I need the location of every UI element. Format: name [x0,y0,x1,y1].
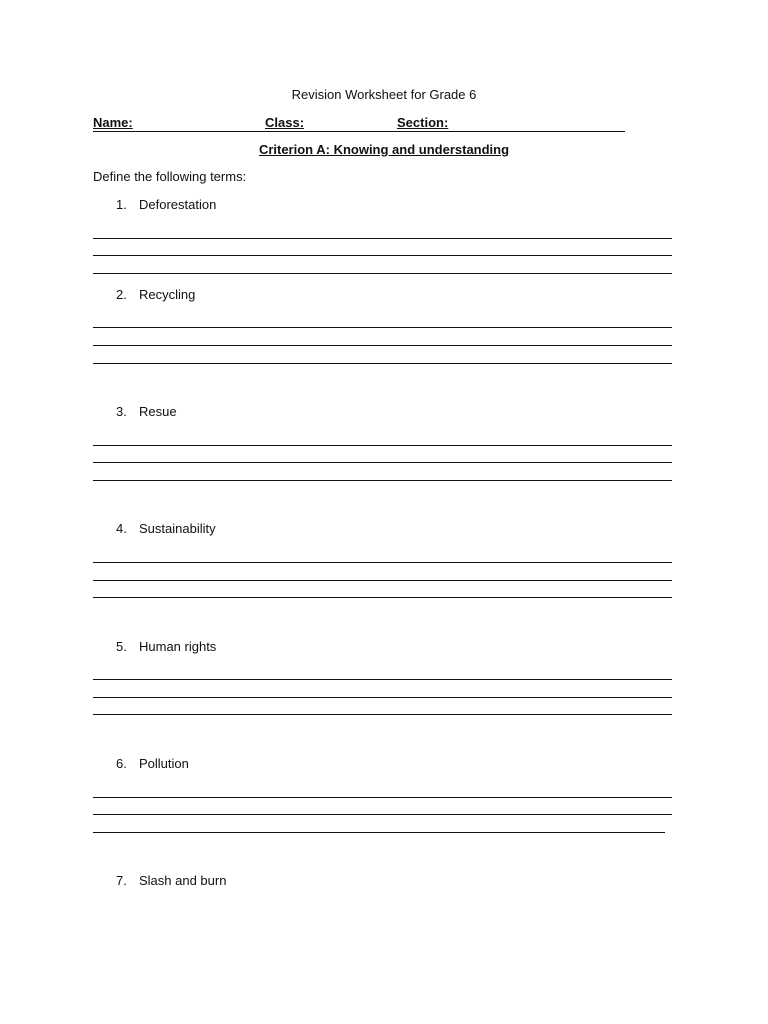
term-number: 4. [116,521,127,536]
answer-line[interactable] [93,562,672,563]
answer-line[interactable] [93,797,672,798]
term-number: 1. [116,197,127,212]
answer-line[interactable] [93,832,665,833]
term-label: Sustainability [139,521,216,536]
answer-line[interactable] [93,345,672,346]
answer-line[interactable] [93,697,672,698]
term-number: 7. [116,873,127,888]
term-item-1 [116,197,216,212]
term-label: Resue [139,404,177,419]
instruction-text: Define the following terms: [93,169,247,184]
term-label: Recycling [139,287,196,302]
answer-line[interactable] [93,445,672,446]
class-label: Class: [265,115,305,130]
term-item-5 [116,639,216,654]
answer-line[interactable] [93,814,672,815]
section-label: Section: [397,115,449,130]
answer-line[interactable] [93,679,672,680]
answer-line[interactable] [93,238,672,239]
term-item-6 [116,756,189,771]
student-info-row [93,115,625,132]
answer-line[interactable] [93,255,672,256]
term-label: Human rights [139,639,217,654]
term-label: Deforestation [139,197,217,212]
criterion-text: Criterion A: Knowing and understanding [258,142,510,157]
term-item-3 [116,404,177,419]
answer-line[interactable] [93,580,672,581]
term-label: Slash and burn [139,873,227,888]
name-label: Name: [93,115,133,130]
criterion-heading [0,142,768,157]
answer-line[interactable] [93,597,672,598]
answer-line[interactable] [93,480,672,481]
answer-line[interactable] [93,714,672,715]
term-item-7 [116,873,226,888]
term-label: Pollution [139,756,189,771]
term-number: 2. [116,287,127,302]
worksheet-title: Revision Worksheet for Grade 6 [291,87,477,102]
term-number: 5. [116,639,127,654]
term-number: 3. [116,404,127,419]
term-item-4 [116,521,216,536]
answer-line[interactable] [93,327,672,328]
answer-line[interactable] [93,363,672,364]
term-item-2 [116,287,195,302]
answer-line[interactable] [93,273,672,274]
term-number: 6. [116,756,127,771]
answer-line[interactable] [93,462,672,463]
